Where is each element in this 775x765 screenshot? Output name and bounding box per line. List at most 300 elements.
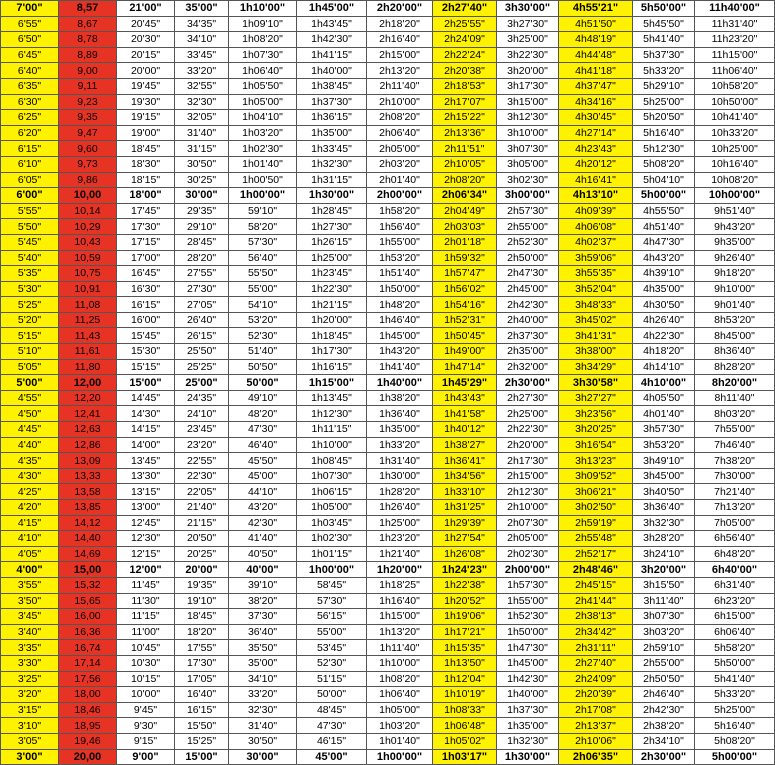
time-cell-col10: 4h55'21" bbox=[559, 1, 633, 17]
speed-cell: 11,25 bbox=[59, 312, 117, 328]
pace-cell: 6'50" bbox=[1, 32, 59, 48]
time-cell-col8: 1h43'43" bbox=[433, 390, 497, 406]
time-cell-col3: 11'30" bbox=[117, 593, 175, 609]
time-cell-col8: 2h20'38" bbox=[433, 63, 497, 79]
table-row bbox=[1, 687, 775, 703]
pace-cell: 6'00" bbox=[1, 188, 59, 204]
time-cell-col5: 1h05'00" bbox=[229, 94, 297, 110]
time-cell-col8: 2h15'22" bbox=[433, 110, 497, 126]
time-cell-col7: 1h16'40" bbox=[367, 593, 433, 609]
time-cell-col8: 1h03'17" bbox=[433, 749, 497, 765]
time-cell-col10: 3h52'04" bbox=[559, 281, 633, 297]
pace-cell: 6'10" bbox=[1, 156, 59, 172]
time-cell-col4: 28'20" bbox=[175, 250, 229, 266]
time-cell-col12: 8h20'00" bbox=[695, 375, 775, 391]
time-cell-col8: 1h41'58" bbox=[433, 406, 497, 422]
speed-cell: 13,09 bbox=[59, 453, 117, 469]
time-cell-col5: 40'00" bbox=[229, 562, 297, 578]
time-cell-col5: 41'40" bbox=[229, 531, 297, 547]
time-cell-col8: 1h47'14" bbox=[433, 359, 497, 375]
time-cell-col7: 1h53'20" bbox=[367, 250, 433, 266]
time-cell-col10: 3h30'58" bbox=[559, 375, 633, 391]
time-cell-col8: 1h59'32" bbox=[433, 250, 497, 266]
table-row bbox=[1, 94, 775, 110]
pace-cell: 5'40" bbox=[1, 250, 59, 266]
table-row bbox=[1, 47, 775, 63]
time-cell-col4: 22'55" bbox=[175, 453, 229, 469]
time-cell-col10: 4h34'16" bbox=[559, 94, 633, 110]
speed-cell: 13,58 bbox=[59, 484, 117, 500]
time-cell-col7: 1h33'20" bbox=[367, 437, 433, 453]
time-cell-col5: 38'20" bbox=[229, 593, 297, 609]
time-cell-col8: 1h22'38" bbox=[433, 577, 497, 593]
time-cell-col6: 1h30'00" bbox=[297, 188, 367, 204]
time-cell-col6: 1h45'00" bbox=[297, 1, 367, 17]
speed-cell: 9,86 bbox=[59, 172, 117, 188]
time-cell-col8: 2h10'05" bbox=[433, 156, 497, 172]
time-cell-col10: 4h41'18" bbox=[559, 63, 633, 79]
table-row bbox=[1, 219, 775, 235]
table-row bbox=[1, 312, 775, 328]
time-cell-col7: 1h43'20" bbox=[367, 344, 433, 360]
pace-cell: 3'05" bbox=[1, 733, 59, 749]
time-cell-col5: 1h05'50" bbox=[229, 78, 297, 94]
time-cell-col11: 4h05'50" bbox=[633, 390, 695, 406]
pace-cell: 6'55" bbox=[1, 16, 59, 32]
time-cell-col5: 1h00'00" bbox=[229, 188, 297, 204]
pace-cell: 3'00" bbox=[1, 749, 59, 765]
time-cell-col7: 1h08'20" bbox=[367, 671, 433, 687]
time-cell-col12: 10h00'00" bbox=[695, 188, 775, 204]
time-cell-col7: 1h20'00" bbox=[367, 562, 433, 578]
time-cell-col6: 52'30" bbox=[297, 655, 367, 671]
time-cell-col9: 3h20'00" bbox=[497, 63, 559, 79]
pace-cell: 6'05" bbox=[1, 172, 59, 188]
time-cell-col11: 3h40'50" bbox=[633, 484, 695, 500]
time-cell-col3: 13'00" bbox=[117, 500, 175, 516]
speed-cell: 8,57 bbox=[59, 1, 117, 17]
time-cell-col8: 1h38'27" bbox=[433, 437, 497, 453]
time-cell-col11: 3h20'00" bbox=[633, 562, 695, 578]
table-row bbox=[1, 16, 775, 32]
time-cell-col12: 8h11'40" bbox=[695, 390, 775, 406]
time-cell-col10: 3h02'50" bbox=[559, 500, 633, 516]
time-cell-col11: 3h28'20" bbox=[633, 531, 695, 547]
time-cell-col10: 3h59'06" bbox=[559, 250, 633, 266]
table-row bbox=[1, 640, 775, 656]
time-cell-col11: 5h25'00" bbox=[633, 94, 695, 110]
time-cell-col4: 23'45" bbox=[175, 422, 229, 438]
time-cell-col8: 1h27'54" bbox=[433, 531, 497, 547]
pace-cell: 3'45" bbox=[1, 609, 59, 625]
time-cell-col8: 2h18'53" bbox=[433, 78, 497, 94]
time-cell-col6: 50'00" bbox=[297, 687, 367, 703]
time-cell-col3: 17'15" bbox=[117, 234, 175, 250]
table-row bbox=[1, 141, 775, 157]
time-cell-col4: 24'10" bbox=[175, 406, 229, 422]
time-cell-col11: 4h47'30" bbox=[633, 234, 695, 250]
time-cell-col6: 1h01'15" bbox=[297, 546, 367, 562]
time-cell-col9: 2h37'30" bbox=[497, 328, 559, 344]
time-cell-col12: 7h05'00" bbox=[695, 515, 775, 531]
pace-cell: 4'05" bbox=[1, 546, 59, 562]
time-cell-col4: 32'30" bbox=[175, 94, 229, 110]
table-row bbox=[1, 297, 775, 313]
time-cell-col4: 16'15" bbox=[175, 702, 229, 718]
pace-cell: 5'10" bbox=[1, 344, 59, 360]
time-cell-col10: 4h09'39" bbox=[559, 203, 633, 219]
table-row bbox=[1, 593, 775, 609]
time-cell-col4: 17'05" bbox=[175, 671, 229, 687]
time-cell-col10: 2h59'19" bbox=[559, 515, 633, 531]
time-cell-col12: 6h31'40" bbox=[695, 577, 775, 593]
pace-cell: 4'50" bbox=[1, 406, 59, 422]
time-cell-col3: 19'15" bbox=[117, 110, 175, 126]
time-cell-col4: 31'40" bbox=[175, 125, 229, 141]
time-cell-col10: 3h09'52" bbox=[559, 468, 633, 484]
time-cell-col12: 7h21'40" bbox=[695, 484, 775, 500]
time-cell-col6: 1h27'30" bbox=[297, 219, 367, 235]
time-cell-col4: 34'35" bbox=[175, 16, 229, 32]
time-cell-col6: 1h10'00" bbox=[297, 437, 367, 453]
time-cell-col11: 4h26'40" bbox=[633, 312, 695, 328]
pace-cell: 4'45" bbox=[1, 422, 59, 438]
time-cell-col6: 1h22'30" bbox=[297, 281, 367, 297]
time-cell-col12: 5h58'20" bbox=[695, 640, 775, 656]
table-row bbox=[1, 172, 775, 188]
time-cell-col8: 1h20'52" bbox=[433, 593, 497, 609]
time-cell-col6: 1h38'45" bbox=[297, 78, 367, 94]
time-cell-col4: 29'35" bbox=[175, 203, 229, 219]
time-cell-col9: 2h05'00" bbox=[497, 531, 559, 547]
time-cell-col6: 1h17'30" bbox=[297, 344, 367, 360]
time-cell-col12: 10h08'20" bbox=[695, 172, 775, 188]
time-cell-col5: 36'40" bbox=[229, 624, 297, 640]
time-cell-col8: 1h40'12" bbox=[433, 422, 497, 438]
time-cell-col8: 2h13'36" bbox=[433, 125, 497, 141]
time-cell-col12: 8h36'40" bbox=[695, 344, 775, 360]
time-cell-col11: 3h15'50" bbox=[633, 577, 695, 593]
time-cell-col4: 21'40" bbox=[175, 500, 229, 516]
time-cell-col4: 19'35" bbox=[175, 577, 229, 593]
speed-cell: 18,46 bbox=[59, 702, 117, 718]
time-cell-col9: 1h30'00" bbox=[497, 749, 559, 765]
time-cell-col12: 7h46'40" bbox=[695, 437, 775, 453]
time-cell-col11: 4h43'20" bbox=[633, 250, 695, 266]
time-cell-col9: 3h27'30" bbox=[497, 16, 559, 32]
table-row bbox=[1, 437, 775, 453]
time-cell-col7: 2h15'00" bbox=[367, 47, 433, 63]
time-cell-col5: 51'40" bbox=[229, 344, 297, 360]
speed-cell: 11,80 bbox=[59, 359, 117, 375]
time-cell-col12: 8h45'00" bbox=[695, 328, 775, 344]
speed-cell: 16,00 bbox=[59, 609, 117, 625]
time-cell-col11: 5h37'30" bbox=[633, 47, 695, 63]
table-row-highlight bbox=[1, 749, 775, 765]
time-cell-col12: 9h51'40" bbox=[695, 203, 775, 219]
time-cell-col10: 4h51'50" bbox=[559, 16, 633, 32]
time-cell-col10: 3h27'27" bbox=[559, 390, 633, 406]
time-cell-col12: 11h40'00" bbox=[695, 1, 775, 17]
time-cell-col4: 21'15" bbox=[175, 515, 229, 531]
time-cell-col10: 3h38'00" bbox=[559, 344, 633, 360]
time-cell-col3: 20'45" bbox=[117, 16, 175, 32]
time-cell-col6: 58'45" bbox=[297, 577, 367, 593]
time-cell-col3: 15'45" bbox=[117, 328, 175, 344]
pace-cell: 4'10" bbox=[1, 531, 59, 547]
speed-cell: 10,14 bbox=[59, 203, 117, 219]
time-cell-col9: 2h27'30" bbox=[497, 390, 559, 406]
pace-cell: 7'00" bbox=[1, 1, 59, 17]
time-cell-col4: 32'55" bbox=[175, 78, 229, 94]
time-cell-col9: 3h12'30" bbox=[497, 110, 559, 126]
time-cell-col7: 2h08'20" bbox=[367, 110, 433, 126]
table-row bbox=[1, 718, 775, 734]
time-cell-col10: 4h30'45" bbox=[559, 110, 633, 126]
time-cell-col5: 1h07'30" bbox=[229, 47, 297, 63]
time-cell-col8: 1h56'02" bbox=[433, 281, 497, 297]
time-cell-col7: 1h21'40" bbox=[367, 546, 433, 562]
time-cell-col12: 8h53'20" bbox=[695, 312, 775, 328]
table-row bbox=[1, 531, 775, 547]
time-cell-col5: 37'30" bbox=[229, 609, 297, 625]
time-cell-col3: 19'30" bbox=[117, 94, 175, 110]
time-cell-col5: 1h08'20" bbox=[229, 32, 297, 48]
time-cell-col10: 2h45'15" bbox=[559, 577, 633, 593]
time-cell-col12: 9h43'20" bbox=[695, 219, 775, 235]
time-cell-col4: 20'25" bbox=[175, 546, 229, 562]
speed-cell: 12,63 bbox=[59, 422, 117, 438]
time-cell-col9: 2h45'00" bbox=[497, 281, 559, 297]
time-cell-col5: 1h01'40" bbox=[229, 156, 297, 172]
time-cell-col8: 1h12'04" bbox=[433, 671, 497, 687]
table-row bbox=[1, 500, 775, 516]
time-cell-col6: 1h36'15" bbox=[297, 110, 367, 126]
time-cell-col7: 2h01'40" bbox=[367, 172, 433, 188]
time-cell-col9: 3h25'00" bbox=[497, 32, 559, 48]
time-cell-col6: 46'15" bbox=[297, 733, 367, 749]
time-cell-col12: 6h40'00" bbox=[695, 562, 775, 578]
speed-cell: 10,43 bbox=[59, 234, 117, 250]
table-row bbox=[1, 125, 775, 141]
time-cell-col7: 1h41'40" bbox=[367, 359, 433, 375]
time-cell-col9: 2h12'30" bbox=[497, 484, 559, 500]
time-cell-col10: 2h10'06" bbox=[559, 733, 633, 749]
time-cell-col9: 2h42'30" bbox=[497, 297, 559, 313]
time-cell-col6: 1h18'45" bbox=[297, 328, 367, 344]
table-row bbox=[1, 733, 775, 749]
time-cell-col5: 43'20" bbox=[229, 500, 297, 516]
time-cell-col8: 2h24'09" bbox=[433, 32, 497, 48]
speed-cell: 19,46 bbox=[59, 733, 117, 749]
time-cell-col3: 17'30" bbox=[117, 219, 175, 235]
time-cell-col10: 4h13'10" bbox=[559, 188, 633, 204]
time-cell-col6: 53'45" bbox=[297, 640, 367, 656]
time-cell-col12: 5h33'20" bbox=[695, 687, 775, 703]
time-cell-col10: 4h48'19" bbox=[559, 32, 633, 48]
time-cell-col11: 3h57'30" bbox=[633, 422, 695, 438]
time-cell-col6: 1h43'45" bbox=[297, 16, 367, 32]
table-row bbox=[1, 609, 775, 625]
time-cell-col3: 14'45" bbox=[117, 390, 175, 406]
pace-cell: 5'50" bbox=[1, 219, 59, 235]
speed-cell: 14,69 bbox=[59, 546, 117, 562]
time-cell-col7: 1h18'25" bbox=[367, 577, 433, 593]
time-cell-col11: 4h51'40" bbox=[633, 219, 695, 235]
time-cell-col12: 10h16'40" bbox=[695, 156, 775, 172]
time-cell-col3: 12'00" bbox=[117, 562, 175, 578]
time-cell-col11: 5h20'50" bbox=[633, 110, 695, 126]
time-cell-col10: 3h20'25" bbox=[559, 422, 633, 438]
time-cell-col6: 1h40'00" bbox=[297, 63, 367, 79]
time-cell-col10: 3h16'54" bbox=[559, 437, 633, 453]
table-row bbox=[1, 484, 775, 500]
time-cell-col6: 1h13'45" bbox=[297, 390, 367, 406]
time-cell-col11: 2h50'50" bbox=[633, 671, 695, 687]
time-cell-col4: 22'30" bbox=[175, 468, 229, 484]
time-cell-col7: 1h13'20" bbox=[367, 624, 433, 640]
time-cell-col6: 1h33'45" bbox=[297, 141, 367, 157]
pace-cell: 5'45" bbox=[1, 234, 59, 250]
pace-cell: 3'35" bbox=[1, 640, 59, 656]
time-cell-col11: 2h30'00" bbox=[633, 749, 695, 765]
time-cell-col3: 16'00" bbox=[117, 312, 175, 328]
pace-cell: 3'25" bbox=[1, 671, 59, 687]
time-cell-col6: 1h25'00" bbox=[297, 250, 367, 266]
time-cell-col5: 46'40" bbox=[229, 437, 297, 453]
speed-cell: 13,85 bbox=[59, 500, 117, 516]
time-cell-col10: 3h48'33" bbox=[559, 297, 633, 313]
time-cell-col4: 19'10" bbox=[175, 593, 229, 609]
time-cell-col3: 15'00" bbox=[117, 375, 175, 391]
speed-cell: 17,14 bbox=[59, 655, 117, 671]
time-cell-col6: 1h15'00" bbox=[297, 375, 367, 391]
time-cell-col12: 8h28'20" bbox=[695, 359, 775, 375]
time-cell-col6: 1h23'45" bbox=[297, 266, 367, 282]
time-cell-col8: 1h49'00" bbox=[433, 344, 497, 360]
time-cell-col11: 2h55'00" bbox=[633, 655, 695, 671]
pace-cell: 4'20" bbox=[1, 500, 59, 516]
time-cell-col7: 1h51'40" bbox=[367, 266, 433, 282]
speed-cell: 12,00 bbox=[59, 375, 117, 391]
time-cell-col12: 9h01'40" bbox=[695, 297, 775, 313]
time-cell-col8: 2h27'40" bbox=[433, 1, 497, 17]
time-cell-col4: 25'25" bbox=[175, 359, 229, 375]
pace-cell: 5'05" bbox=[1, 359, 59, 375]
pace-cell: 3'40" bbox=[1, 624, 59, 640]
speed-cell: 15,65 bbox=[59, 593, 117, 609]
time-cell-col5: 35'00" bbox=[229, 655, 297, 671]
pace-cell: 5'30" bbox=[1, 281, 59, 297]
time-cell-col4: 28'45" bbox=[175, 234, 229, 250]
speed-cell: 9,47 bbox=[59, 125, 117, 141]
time-cell-col12: 6h15'00" bbox=[695, 609, 775, 625]
speed-cell: 9,00 bbox=[59, 63, 117, 79]
time-cell-col3: 10'00" bbox=[117, 687, 175, 703]
speed-cell: 15,32 bbox=[59, 577, 117, 593]
time-cell-col3: 20'30" bbox=[117, 32, 175, 48]
time-cell-col8: 1h19'06" bbox=[433, 609, 497, 625]
time-cell-col4: 32'05" bbox=[175, 110, 229, 126]
time-cell-col12: 9h35'00" bbox=[695, 234, 775, 250]
pace-cell: 4'15" bbox=[1, 515, 59, 531]
time-cell-col3: 9'45" bbox=[117, 702, 175, 718]
time-cell-col4: 17'55" bbox=[175, 640, 229, 656]
time-cell-col8: 2h01'18" bbox=[433, 234, 497, 250]
time-cell-col4: 20'50" bbox=[175, 531, 229, 547]
time-cell-col12: 6h56'40" bbox=[695, 531, 775, 547]
time-cell-col5: 31'40" bbox=[229, 718, 297, 734]
time-cell-col5: 42'30" bbox=[229, 515, 297, 531]
time-cell-col11: 5h00'00" bbox=[633, 188, 695, 204]
time-cell-col6: 1h32'30" bbox=[297, 156, 367, 172]
time-cell-col3: 12'15" bbox=[117, 546, 175, 562]
time-cell-col4: 27'30" bbox=[175, 281, 229, 297]
time-cell-col3: 17'00" bbox=[117, 250, 175, 266]
time-cell-col3: 20'00" bbox=[117, 63, 175, 79]
time-cell-col6: 1h02'30" bbox=[297, 531, 367, 547]
time-cell-col8: 1h31'25" bbox=[433, 500, 497, 516]
time-cell-col7: 2h16'40" bbox=[367, 32, 433, 48]
time-cell-col3: 15'15" bbox=[117, 359, 175, 375]
table-row bbox=[1, 250, 775, 266]
table-row bbox=[1, 453, 775, 469]
time-cell-col12: 9h18'20" bbox=[695, 266, 775, 282]
time-cell-col5: 45'50" bbox=[229, 453, 297, 469]
speed-cell: 12,20 bbox=[59, 390, 117, 406]
table-row bbox=[1, 32, 775, 48]
time-cell-col7: 2h10'00" bbox=[367, 94, 433, 110]
time-cell-col11: 2h38'20" bbox=[633, 718, 695, 734]
time-cell-col4: 29'10" bbox=[175, 219, 229, 235]
time-cell-col11: 3h53'20" bbox=[633, 437, 695, 453]
speed-cell: 20,00 bbox=[59, 749, 117, 765]
time-cell-col9: 3h30'00" bbox=[497, 1, 559, 17]
time-cell-col10: 2h52'17" bbox=[559, 546, 633, 562]
time-cell-col3: 20'15" bbox=[117, 47, 175, 63]
time-cell-col9: 3h00'00" bbox=[497, 188, 559, 204]
time-cell-col3: 18'00" bbox=[117, 188, 175, 204]
time-cell-col5: 55'00" bbox=[229, 281, 297, 297]
time-cell-col7: 1h06'40" bbox=[367, 687, 433, 703]
time-cell-col10: 2h41'44" bbox=[559, 593, 633, 609]
table-row bbox=[1, 344, 775, 360]
time-cell-col6: 1h42'30" bbox=[297, 32, 367, 48]
speed-cell: 14,40 bbox=[59, 531, 117, 547]
time-cell-col4: 35'00" bbox=[175, 1, 229, 17]
time-cell-col5: 48'20" bbox=[229, 406, 297, 422]
time-cell-col12: 5h16'40" bbox=[695, 718, 775, 734]
time-cell-col8: 2h03'03" bbox=[433, 219, 497, 235]
time-cell-col11: 4h14'10" bbox=[633, 359, 695, 375]
pace-cell: 6'45" bbox=[1, 47, 59, 63]
time-cell-col9: 2h55'00" bbox=[497, 219, 559, 235]
pace-cell: 4'40" bbox=[1, 437, 59, 453]
time-cell-col9: 1h42'30" bbox=[497, 671, 559, 687]
table-row bbox=[1, 515, 775, 531]
time-cell-col10: 4h20'12" bbox=[559, 156, 633, 172]
time-cell-col11: 3h11'40" bbox=[633, 593, 695, 609]
speed-cell: 9,11 bbox=[59, 78, 117, 94]
time-cell-col6: 48'45" bbox=[297, 702, 367, 718]
time-cell-col9: 2h50'00" bbox=[497, 250, 559, 266]
time-cell-col9: 2h22'30" bbox=[497, 422, 559, 438]
time-cell-col12: 10h33'20" bbox=[695, 125, 775, 141]
time-cell-col5: 30'00" bbox=[229, 749, 297, 765]
time-cell-col7: 1h58'20" bbox=[367, 203, 433, 219]
time-cell-col6: 55'00" bbox=[297, 624, 367, 640]
time-cell-col6: 1h08'45" bbox=[297, 453, 367, 469]
